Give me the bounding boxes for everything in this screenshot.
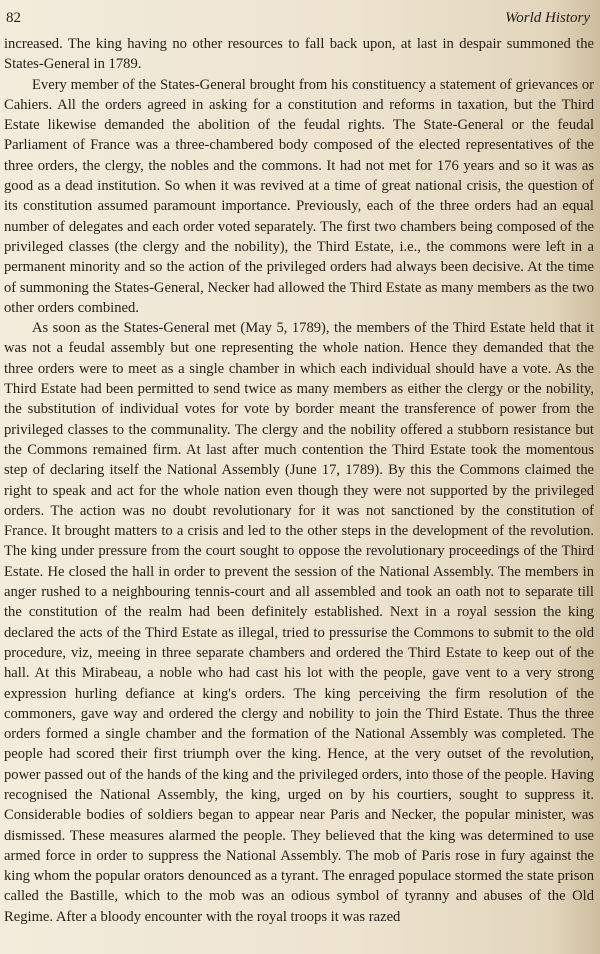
body-text	[4, 34, 594, 927]
paragraph-continued: increased. The king having no other resources to fall back upon, at last in despair summoned the States-General in 1789.	[4, 36, 594, 73]
page-header	[4, 8, 594, 34]
paragraph-national-assembly: As soon as the States-General met (May 5, 1789), the members of the Third Estate held that it was not a feudal assembly but one representing the whole nation. Hence they demanded that the three orders were to meet as a single chamber in which each individual should have a vote. As the Third Estate had been permitted to send twice as many members as either the clergy or the nobility, the substitution of individual votes for vote by border meant the transference of power from the privileged classes to the communality. The clergy and the nobility offered a stubborn resistance but the Commons remained firm. At last after much contention the Third Estate took the momentous step of declaring itself the National Assembly (June 17, 1789). By this the Commons claimed the right to speak and act for the whole nation even though they were not supported by the privileged orders. The action was no doubt revolutionary for it was not sanctioned by the constitution of France. It brought matters to a crisis and led to the other steps in the development of the revolution. The king under pressure from the court sought to oppose the revolutionary proceedings of the Third Estate. He closed the hall in order to prevent the session of the National Assembly. The members in anger rushed to a neighbouring tennis-court and all assembled and took an oath not to separate till the constitution of the realm had been definitely established. Next in a royal session the king declared the acts of the Third Estate as illegal, tried to pressurise the Commons to submit to the old procedure, viz, meeing in three separate chambers and ordered the Third Estate to keep out of the hall. At this Mirabeau, a noble who had cast his lot with the people, gave vent to a very strong expression hurling defiance at king's orders. The king perceiving the firm resolution of the commoners, gave way and ordered the clergy and nobility to join the Third Estate. Thus the three orders formed a single chamber and the formation of the National Assembly was completed. The people had scored their first triumph over the king. Hence, at the very outset of the revolution, power passed out of the hands of the king and the privileged orders, into those of the people. Having recognised the National Assembly, the king, urged on by his courtiers, sought to suppress it. Considerable bodies of soldiers began to appear near Paris and Necker, the popular minister, was dismissed. These measures alarmed the people. They believed that the king was determined to use armed force in order to suppress the National Assembly. The mob of Paris rose in fury against the king whom the popular orators denounced as a tyrant. The enraged populace stormed the state prison called the Bastille, which to the mob was an odious symbol of tyranny and abuses of the Old Regime. After a bloody encounter with the royal troops it was razed	[4, 320, 594, 925]
paragraph-cahiers: Every member of the States-General brought from his constituency a statement of grievances or Cahiers. All the orders agreed in asking for a constitution and reforms in taxation, but the Third Estate likewise demanded the abolition of the feudal rights. The State-General or the feudal Parliament of France was a three-chambered body composed of the elected representatives of the three orders, the clergy, the nobles and the commons. It had not met for 176 years and so it was as good as a dead institution. So when it was revived at a time of great national crisis, the question of its constitution assumed paramount importance. Previously, each of the three orders had an equal number of delegates and each order voted separately. The first two chambers being composed of the privileged classes (the clergy and the nobility), the Third Estate, i.e., the commons were left in a permanent minority and so the action of the privileged orders had always been decisive. At the time of summoning the States-General, Necker had allowed the Third Estate as many members as the two other orders combined.	[4, 76, 594, 316]
running-head: World History	[505, 10, 590, 26]
page-number: 82	[6, 10, 21, 26]
